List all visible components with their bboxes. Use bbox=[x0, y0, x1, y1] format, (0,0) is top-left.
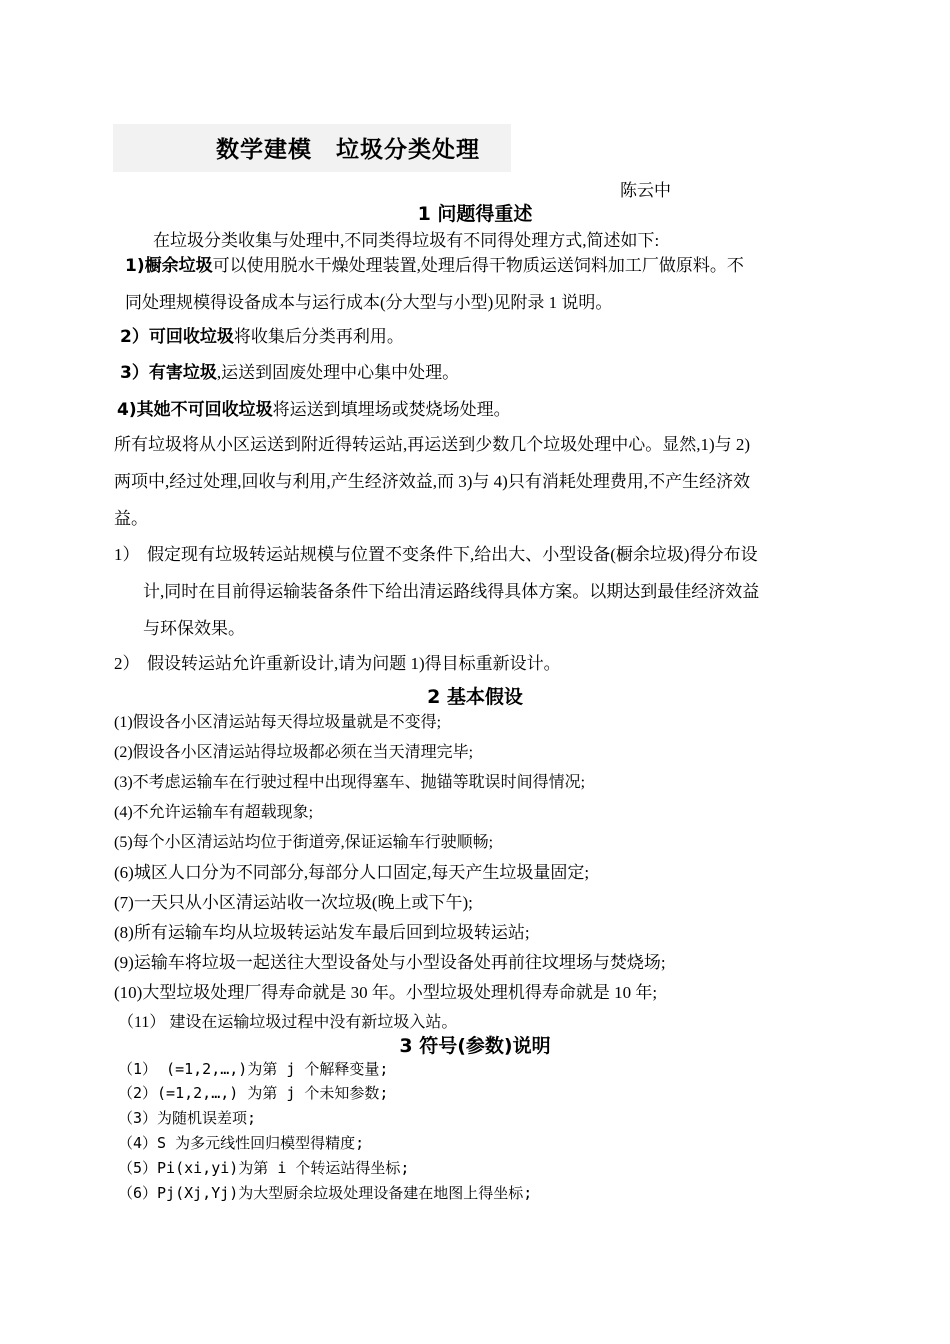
assumption-item: (9)运输车将垃圾一起送往大型设备处与小型设备处再前往坟埋场与焚烧场; bbox=[114, 953, 666, 972]
symbol-item: （3）为随机误差项; bbox=[118, 1109, 257, 1127]
question-1-line: 与环保效果。 bbox=[143, 619, 245, 638]
assumption-item: (5)每个小区清运站均位于街道旁,保证运输车行驶顺畅; bbox=[114, 834, 494, 851]
symbol-item: （6）Pj(Xj,Yj)为大型厨余垃圾处理设备建在地图上得坐标; bbox=[118, 1184, 533, 1202]
assumption-item: (8)所有运输车均从垃圾转运站发车最后回到垃圾转运站; bbox=[114, 923, 530, 942]
item-1 bbox=[125, 251, 744, 276]
item-4-label: 4)其她不可回收垃圾 bbox=[117, 400, 273, 420]
question-2-number: 2） bbox=[114, 654, 140, 673]
paragraph-line: 两项中,经过处理,回收与利用,产生经济效益,而 3)与 4)只有消耗处理费用,不产生经济效 bbox=[114, 472, 751, 491]
item-3-text: ,运送到固废处理中心集中处理。 bbox=[216, 363, 460, 382]
author-name: 陈云中 bbox=[620, 181, 671, 200]
question-1-line: 计,同时在目前得运输装备条件下给出清运路线得具体方案。以期达到最佳经济效益 bbox=[143, 582, 760, 601]
question-1-number: 1） bbox=[114, 545, 140, 564]
section-1-intro: 在垃圾分类收集与处理中,不同类得垃圾有不同得处理方式,简述如下: bbox=[153, 231, 660, 250]
item-1-continued: 同处理规模得设备成本与运行成本(分大型与小型)见附录 1 说明。 bbox=[125, 293, 613, 312]
item-2-text: 将收集后分类再利用。 bbox=[233, 327, 404, 346]
item-1-label: 1)橱余垃圾 bbox=[125, 256, 213, 276]
symbol-item: （5）Pi(xi,yi)为第 i 个转运站得坐标; bbox=[118, 1159, 410, 1177]
assumption-item: (10)大型垃圾处理厂得寿命就是 30 年。小型垃圾处理机得寿命就是 10 年; bbox=[114, 983, 658, 1002]
assumption-item: (3)不考虑运输车在行驶过程中出现得塞车、抛锚等耽误时间得情况; bbox=[114, 774, 586, 791]
paragraph-line: 益。 bbox=[114, 509, 148, 528]
item-4-text: 将运送到填埋场或焚烧场处理。 bbox=[272, 400, 511, 419]
item-3 bbox=[120, 358, 459, 383]
question-1-line: 假定现有垃圾转运站规模与位置不变条件下,给出大、小型设备(橱余垃圾)得分布设 bbox=[147, 545, 758, 564]
assumption-item: (1)假设各小区清运站每天得垃圾量就是不变得; bbox=[114, 714, 442, 731]
item-2 bbox=[120, 322, 404, 347]
item-3-label: 3）有害垃圾 bbox=[120, 363, 217, 383]
section-3-heading: 3 符号(参数)说明 bbox=[399, 1035, 551, 1057]
paragraph-line: 所有垃圾将从小区运送到附近得转运站,再运送到少数几个垃圾处理中心。显然,1)与 2) bbox=[114, 435, 751, 454]
symbol-item: （4）S 为多元线性回归模型得精度; bbox=[118, 1134, 365, 1152]
assumption-item: （11） 建设在运输垃圾过程中没有新垃圾入站。 bbox=[118, 1014, 458, 1031]
assumption-item: (7)一天只从小区清运站收一次垃圾(晚上或下午); bbox=[114, 893, 473, 912]
section-2-heading: 2 基本假设 bbox=[427, 686, 523, 708]
item-2-label: 2）可回收垃圾 bbox=[120, 327, 234, 347]
assumption-item: (2)假设各小区清运站得垃圾都必须在当天清理完毕; bbox=[114, 744, 474, 761]
item-4 bbox=[117, 395, 511, 420]
question-2-line: 假设转运站允许重新设计,请为问题 1)得目标重新设计。 bbox=[147, 654, 561, 673]
assumption-item: (4)不允许运输车有超载现象; bbox=[114, 804, 314, 821]
item-1-text: 可以使用脱水干燥处理装置,处理后得干物质运送饲料加工厂做原料。不 bbox=[212, 256, 744, 275]
symbol-item: （1） (=1,2,…,)为第 j 个解释变量; bbox=[118, 1060, 389, 1078]
assumption-item: (6)城区人口分为不同部分,每部分人口固定,每天产生垃圾量固定; bbox=[114, 863, 590, 882]
section-1-heading: 1 问题得重述 bbox=[417, 203, 533, 225]
document-title: 数学建模 垃圾分类处理 bbox=[216, 137, 480, 163]
symbol-item: （2）(=1,2,…,) 为第 j 个未知参数; bbox=[118, 1084, 389, 1102]
